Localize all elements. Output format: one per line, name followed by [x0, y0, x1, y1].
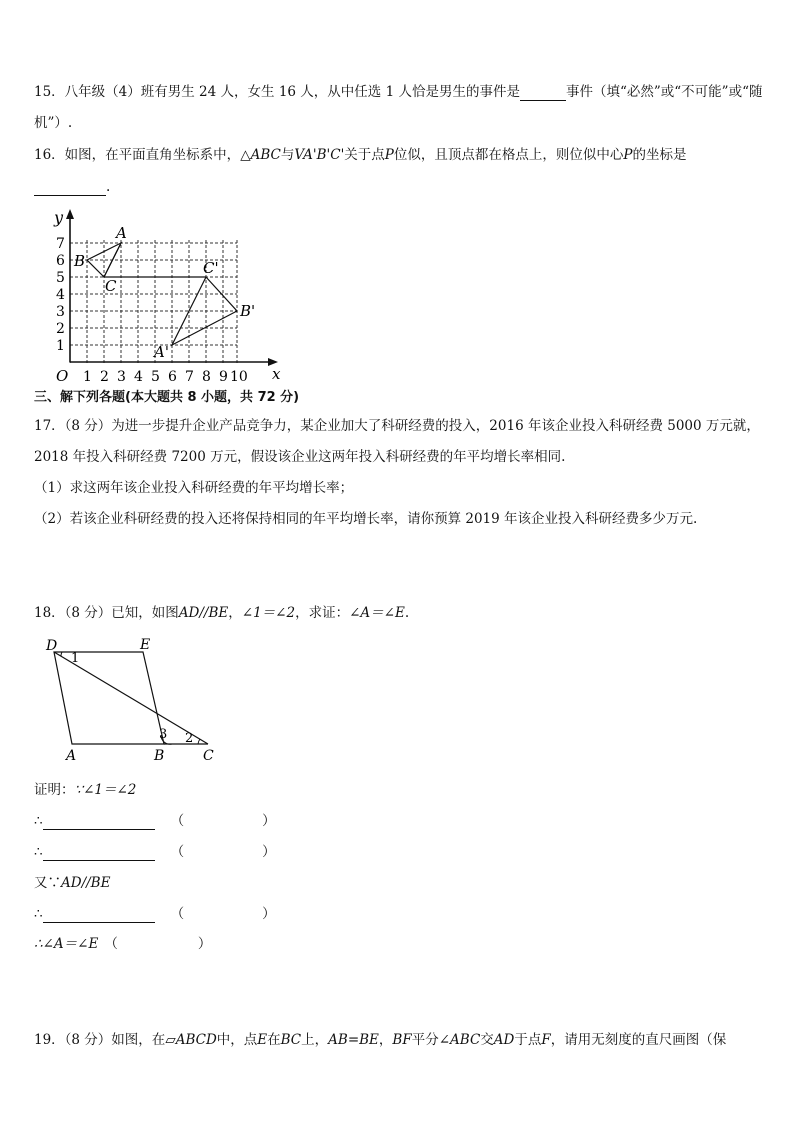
q17-line1: 17．（8 分）为进一步提升企业产品竞争力，某企业加大了科研经费的投入，2016 年该企业投入科研经费 5000 万元就，	[34, 418, 760, 434]
q18-line1: 18．（8 分）已知，如图AD//BE，∠1＝∠2，求证：∠A＝∠E.	[34, 605, 410, 621]
y-tick-label: 5	[56, 270, 65, 286]
y-axis-arrow-icon	[66, 209, 74, 219]
point-label-b: B	[154, 748, 165, 764]
point-label-e: E	[140, 637, 151, 653]
proof-line-4: 又∵AD//BE	[34, 875, 111, 891]
q15-answer-blank[interactable]	[520, 86, 566, 101]
q16-line2: .	[34, 178, 110, 196]
x-tick-label: 10	[230, 369, 248, 385]
proof-line-5: ∴ （ ）	[34, 906, 276, 922]
proof-line-3: ∴ （ ）	[34, 844, 276, 860]
proof-blank-3[interactable]	[43, 908, 155, 923]
point-label-a: A	[66, 748, 77, 764]
figure-18	[40, 634, 220, 766]
y-tick-label: 2	[56, 321, 65, 337]
point-label-d: D	[46, 638, 58, 654]
figure-16-grid	[46, 205, 286, 387]
proof-blank-2[interactable]	[43, 846, 155, 861]
y-tick-label: 1	[56, 338, 65, 354]
proof-reason-4[interactable]	[118, 939, 198, 953]
proof-line-2: ∴ （ ）	[34, 813, 276, 829]
y-tick-label: 4	[56, 287, 65, 303]
point-label-c: C	[105, 277, 117, 295]
q15-line1: 15．八年级（4）班有男生 24 人，女生 16 人，从中任选 1 人恰是男生的事件是 事件（填“必然”或“不可能”或“随	[34, 84, 763, 100]
point-label-c-prime: C'	[203, 259, 219, 277]
q16-answer-blank[interactable]	[34, 181, 106, 196]
angle-2-arc	[198, 739, 200, 744]
point-label-c: C	[203, 748, 214, 764]
angle-3-label: 3	[159, 727, 168, 742]
proof-reason-1[interactable]	[184, 816, 262, 830]
proof-reason-3[interactable]	[184, 909, 262, 923]
point-label-a-prime: A'	[154, 343, 169, 361]
proof-blank-1[interactable]	[43, 815, 155, 830]
x-tick-labels	[83, 369, 248, 385]
x-tick-label: 5	[151, 369, 160, 385]
x-axis-label: x	[272, 365, 281, 383]
angle-1-label: 1	[71, 651, 80, 666]
point-label-b: B	[74, 252, 86, 270]
x-tick-label: 4	[134, 369, 143, 385]
q16-line1: 16．如图，在平面直角坐标系中，△ABC与VA'B'C'关于点P位似，且顶点都在格点上，则位似中心P的坐标是	[34, 147, 687, 163]
y-axis-label: y	[54, 208, 64, 227]
proof-line-1: 证明：∵∠1＝∠2	[34, 782, 137, 798]
origin-label: O	[56, 367, 69, 385]
x-tick-label: 1	[83, 369, 92, 385]
proof-line-6: ∴∠A＝∠E （ ）	[34, 936, 212, 952]
q17-sub1: （1）求这两年该企业投入科研经费的年平均增长率；	[34, 480, 354, 496]
x-tick-label: 9	[219, 369, 228, 385]
y-tick-label: 3	[56, 304, 65, 320]
x-tick-label: 8	[202, 369, 211, 385]
y-tick-labels	[56, 236, 65, 354]
q15-line2: 机”）.	[34, 115, 73, 131]
y-tick-label: 6	[56, 253, 65, 269]
q19-line1: 19．（8 分）如图，在▱ABCD中，点E在BC上，AB=BE，BF平分∠ABC交AD于点F，请用无刻度的直尺画图（保	[34, 1032, 727, 1048]
x-tick-label: 2	[100, 369, 109, 385]
q17-sub2: （2）若该企业科研经费的投入还将保持相同的年平均增长率，请你预算 2019 年该企业投入科研经费多少万元.	[34, 511, 698, 527]
angle-2-label: 2	[185, 731, 194, 746]
y-tick-label: 7	[56, 236, 65, 252]
point-label-b-prime: B'	[240, 302, 256, 320]
section-3-heading: 三、解下列各题(本大题共 8 小题，共 72 分)	[34, 390, 300, 405]
x-tick-label: 7	[185, 369, 194, 385]
q17-line2: 2018 年投入科研经费 7200 万元，假设该企业这两年投入科研经费的年平均增长率相同.	[34, 449, 566, 465]
x-tick-label: 3	[117, 369, 126, 385]
x-tick-label: 6	[168, 369, 177, 385]
point-label-a: A	[116, 224, 127, 242]
proof-reason-2[interactable]	[184, 847, 262, 861]
